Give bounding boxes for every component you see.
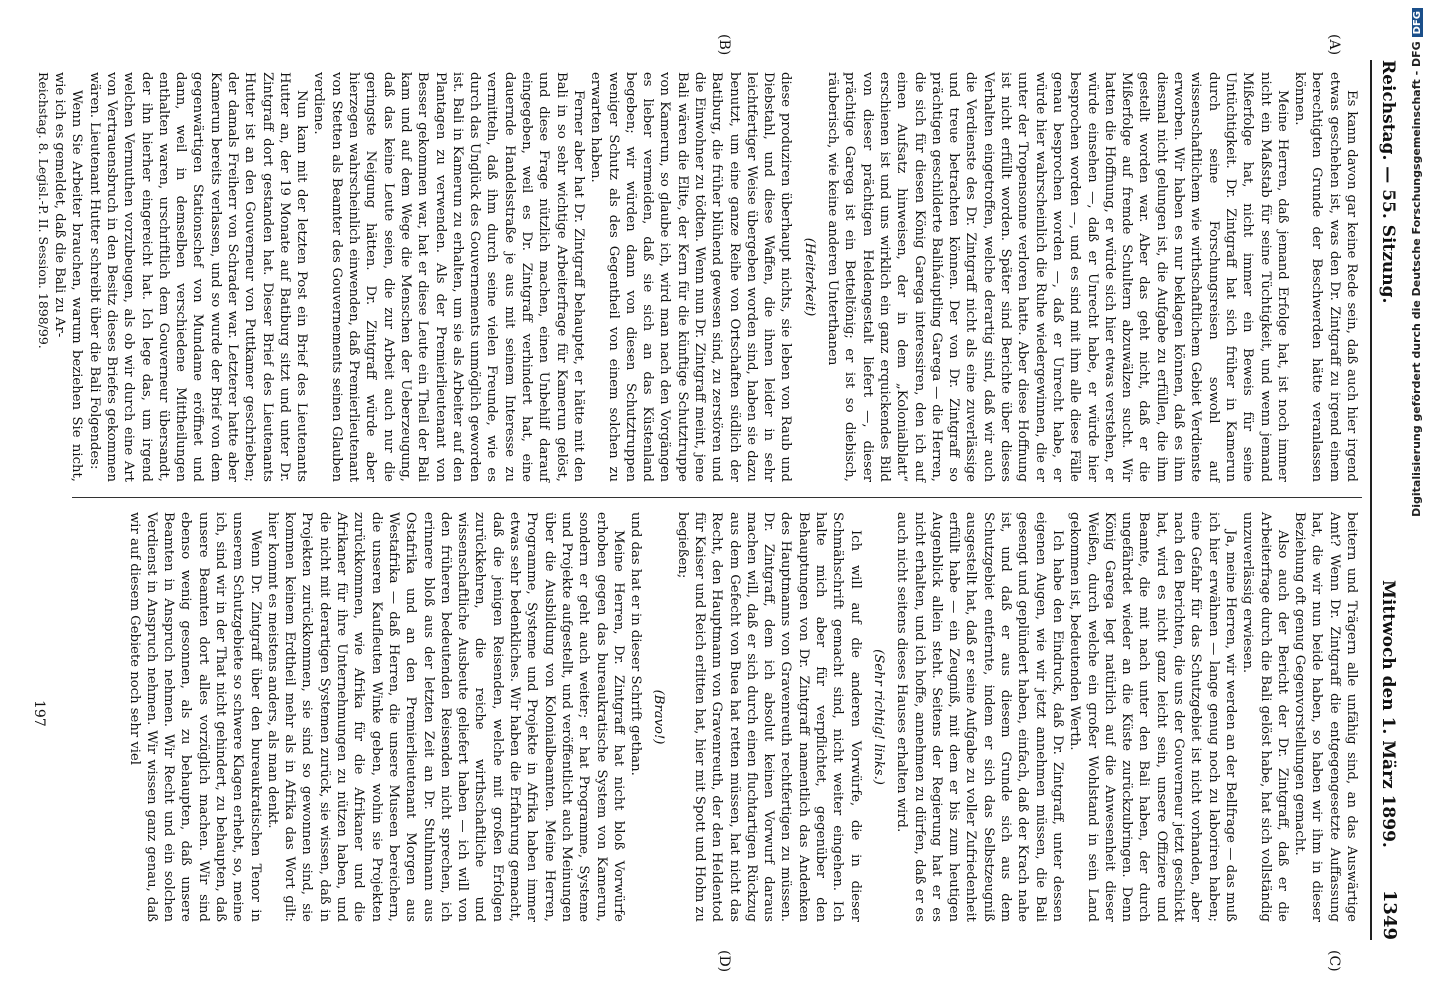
- paragraph: Ich habe den Eindruck, daß Dr. Zintgraff, unter dessen eigenen Augen, wie wir jetzt annehmen müssen, die Bali gesengt und geplündert haben, einfach, daß der Krach nahe ist, und daß er aus diesem Grunde sich aus dem Schutzgebiet entfernte, indem er sich das Selbstzeugniß ausgestellt hat, daß er seine Aufgabe zu voller Zufriedenheit erfüllt habe — ein Zeugniß, mit dem er bis zum heutigen Augenblick allein steht. Seitens der Regierung hat er es nicht erhalten, und ich hoffe, annehmen zu dürfen, daß er es auch nicht seitens dieses Hauses erhalten wird.: [894, 512, 1065, 922]
- digitization-note: [1410, 0, 1428, 1000]
- paragraph: und das hat er in dieser Schrift gethan.: [628, 512, 644, 776]
- header-rule: [1370, 60, 1372, 940]
- paragraph: diese produziren überhaupt nichts, sie leben von Raub und Diebstahl, und diese Waffen, die ihnen leider in sehr leichtfertiger Weise übergeben worden sind, haben sie dazu benutzt, um eine ganze Reihe von Ortschaften südlich der Batiburg, die früher blühend gewesen sind, zu zerstören und die Einwohner zu tödten. Wenn nun Dr. Zintgraff meint, jene Bali wären die Elite, der Kern für die künftige Schutztruppe von Kamerun, so glaube ich, wird man nach den Vorgängen es lieber vermeiden, daß sie sich an das Küstenland begeben; wir würden dann von diesen Schutztruppen weniger Schutz als des Gegentheil von einem solchen zu erwarten haben.: [588, 72, 794, 482]
- paragraph: Es kann davon gar keine Rede sein, daß auch hier irgend etwas geschehen ist, was den Dr. Zintgraff zu irgend einem berechtigten Grunde der Beschwerden hätte veranlassen können.: [1292, 72, 1359, 482]
- paragraph: Ferner aber hat Dr. Zintgraff behauptet, er hätte mit den Bali in so sehr wichtige Arbeiterfrage für Kamerun gelöst, und diese Frage nützlich machen, einen Unbehilf darauf eingegeben, weil es Dr. Zintgraff verhindert hat, eine dauernde Handelsstraße je aus mit seinem Interesse zu vermitteln, daß ihm durch seine vielen Freunde, wie es durch das Unglück des Gouvernements unmöglich geworden ist. Bali in Kamerun zu erhalten, um sie als Arbeiter auf den Plantagen zu verwenden. Als der Premierlieutenant von Besser gekommen war, hat er diese Leute ein Theil der Bali kam und auf dem Wege die Menschen der Ueberzeugung, daß das keine Leute seien, die zur Arbeit auch nur die geringste Neigung hätten. Dr. Zintgraff würde aber hierzegen wahrscheinlich einwenden, daß Premierlieutenant von Stetten als Beamter des Gouvernements seinen Glauben verdiene.: [311, 72, 586, 482]
- interjection: (Heiterkeit): [801, 237, 817, 317]
- left-column: [35, 72, 1360, 482]
- footnote: Reichstag. 8. Legisl.-P. II. Session. 1898/99.: [35, 72, 51, 349]
- paragraph: Wenn Dr. Zintgraff über den bureaukratischen Tenor in unserem Schutzgebiete so schwere Klagen erhebt, so, meine ich, sind wir in der That nicht gehindert, zu behaupten, daß unsere Beamten dort alles vorzüglich machen. Wir sind ebenso wenig gesonnen, als zu behaupten, daß unsere Beamten in Anspruch nehmen. Wir Recht und ein solchen Verdienst in Anspruch nehmen. Wir wissen ganz genau, daß wir auf diesem Gebiete noch sehr viel: [126, 512, 263, 922]
- page-header: [1370, 60, 1410, 940]
- page-number: 1349: [1379, 889, 1400, 940]
- interjection: (Bravo!): [651, 689, 667, 745]
- paragraph: beitern und Trägern alle unfähig sind, an das Auswärtige Amt? Wenn Dr. Zintgraff die entgegengesetzte Auffassung hat, die wir nun beide haben, so haben wir ihm in dieser Beziehung oft genug Gegenvorstellungen gemacht.: [1292, 512, 1359, 922]
- paragraph: Ich will auf die anderen Vorwürfe, die in dieser Schmähschrift gemacht sind, nicht weiter eingehen. Ich halte mich aber für verpflichtet, gegenüber den Behauptungen von Dr. Zintgraff namentlich das Andenken des Hauptmanns von Gravenreuth rechtfertigen zu müssen. Dr. Zintgraff, dem ich absolut keinen Vorwurf daraus machen will, daß er sich durch einen fluchtartigen Rückzug aus dem Gefecht von Buea hat retten müssen, hat nicht das Recht, den Hauptmann von Gravenreuth, der den Heldentod für Kaiser und Reich erlitten hat, hier mit Spott und Hohn zu begießen;: [674, 512, 863, 922]
- paragraph: Nun kam mit der letzten Post ein Brief des Lieutenants Hutter an, der 19 Monate auf Batiburg sitzt und unter Dr. Zintgraff dort gestanden hat. Dieser Brief des Lieutenants Hutter ist an den Gouverneur von Puttkamer geschrieben; der damals Freiherr von Schrader war. Letzterer hatte aber Kamerun bereits verlassen, und so wurde der Brief von dem gegenwärtigen Stationschef von Mundame eröffnet und dann, weil in demselben verschiedene Mittheilungen enthalten waren, urschriftlich dem Gouverneur übersandt, der ihn hierher eingereicht hat. Ich lege das, um irgend welchen Vermuthen vorzubeugen, als ob wir durch eine Art von Vertrauensbruch in den Besitz dieses Briefes gekommen wären. Lieutenant Hutter schreibt über die Bali Folgendes:: [86, 72, 310, 482]
- interjection: (Sehr richtig! links.): [870, 649, 886, 785]
- margin-letter-a: (A): [1326, 34, 1342, 56]
- paragraph: Wenn Sie Arbeiter brauchen, warum beziehen Sie nicht, wie ich es gemeldet, daß die Bali zu Ar-: [52, 72, 85, 482]
- paragraph: Ja, meine Herren, wir werden an der Bellfrage — das muß ich hier erwähnen — lange genug noch zu laboriren haben; eine Gefahr für das Schutzgebiet ist nicht vorhanden, aber nach den Berichten, die uns der Gouverneur jetzt geschickt hat, wird es nicht ganz leicht sein, unsere Offiziere und Beamte, die mit nach unter den Bali haben, der durch ungefährdet wieder an die Küste zurückzubringen. Denn König Garega legt natürlich auf die Anwesenheit dieser Weißen, durch welche ein großer Wohlstand in sein Land gekommen ist, bedeutenden Werth.: [1067, 512, 1238, 922]
- margin-letter-d: (D): [716, 950, 732, 973]
- dfg-badge: DFG: [1412, 8, 1423, 37]
- paragraph: Meine Herren, daß jemand Erfolge hat, ist noch immer nicht ein Maßstab für seine Tüchtigkeit, und wenn jemand Mißerfolge hat, nicht immer ein Beweis für seine Untüchtigkeit. Dr. Zintgraff hat sich früher in Kamerun durch seine Forschungsreisen sowohl auf wissenschaftlichem wie wirthschaftlichem Gebiet Verdienste erworben. Wir haben es nur beklagen können, daß es ihm diesmal nicht gelungen ist, die Aufgabe zu erfüllen, die ihm gestellt worden war. Aber das geht nicht, daß er die Mißerfolge auf fremde Schultern abzuwälzen sucht. Wir hatten die Hoffnung, er würde sich hier etwas verstehen, er würde einsehen —, daß er Unrecht habe, er würde hier besprochen worden —, und es sind mit ihm alle diese Fälle genau besprochen worden —, daß er Unrecht habe, er würde hier wahrscheinlich die Ruhe wiedergewinnen, die er unter der Tropensonne verloren hatte. Aber diese Hoffnung ist nicht erfüllt worden. Später sind Berichte über dieses Verhalten eingetroffen, welche derartig sind, daß wir auch die Verdienste des Dr. Zintgraff nicht als eine zuverlässige und treue betrachten können. Der von Dr. Zintgraff so prächtigen geschilderte Baliháuptling Garega — die Herren, die sich für diesen König Garega interessiren, den ich auf einen Aufsatz hinweisen, der in dem „Kolonialblatt“ erschienen ist und uns wirklich ein ganz erquickendes Bild von dieser prächtigen Heldengestalt liefert —, dieser prächtige Garega ist ein Betteltönig; er ist so diebisch, räuberisch, wie keine anderen Unterthanen: [825, 72, 1290, 482]
- column-divider: [72, 497, 1362, 498]
- sheet-number: 197: [31, 700, 47, 727]
- paragraph: Also auch der Bericht der Dr. Zintgraff, daß er die Arbeiterfrage durch die Bali gelöst habe, hat sich vollständig unzuverlässig erwiesen.: [1240, 512, 1290, 922]
- digitization-note-text: [1410, 0, 1428, 1000]
- margin-letter-b: (B): [716, 34, 732, 56]
- digitization-note-label: Digitalisierung gefördert durch die Deutsche Forschungsgemeinschaft - DFG: [1410, 41, 1423, 517]
- paragraph: Meine Herren, Dr. Zintgraff hat nicht bloß Vorwürfe erhoben gegen das bureaukratische System von Kamerun, sondern er geht auch weiter; er hat Programme, Systeme und Projekte aufgestellt, und veröffentlicht auch Meinungen über die Ausbildung von Kolonialbeamten. Meine Herren, Programme, Systeme und Projekte in Afrika haben immer etwas sehr bedenkliches. Wir haben die Erfahrung gemacht, daß die jenigen Reisenden, welche mit großen Erfolgen zurückkehren, die reiche wirthschaftliche und wissenschaftliche Ausbeute geliefert haben — ich will von den früheren bedeutenden Reisenden nicht sprechen, ich erinnere bloß aus der letzten Zeit an Dr. Stuhlmann aus Ostafrika und an den Premierlieutenant Morgen aus Westafrika — daß Herren, die unsere Museen bereichern, die unseren Kaufleuten Winke geben, wohin sie Projekten zurückkommen, wie Afrika für die Afrikaner und die Afrikaner für ihre Unternehmungen zu nützen haben, und die nicht mit derartigen Systemen zurück, sie wissen, daß in Projekten zurückkommen, sie sind so gewonnen sind, sie kommen keinem Erdtheil mehr als in Afrika das Wort gilt: hier kommt es meistens anders, als man denkt.: [264, 512, 626, 922]
- margin-letter-c: (C): [1326, 950, 1342, 972]
- right-column: [125, 512, 1360, 922]
- header-date: Mittwoch den 1. März 1899.: [1378, 580, 1398, 848]
- header-session: Reichstag. — 55. Sitzung.: [1378, 60, 1398, 304]
